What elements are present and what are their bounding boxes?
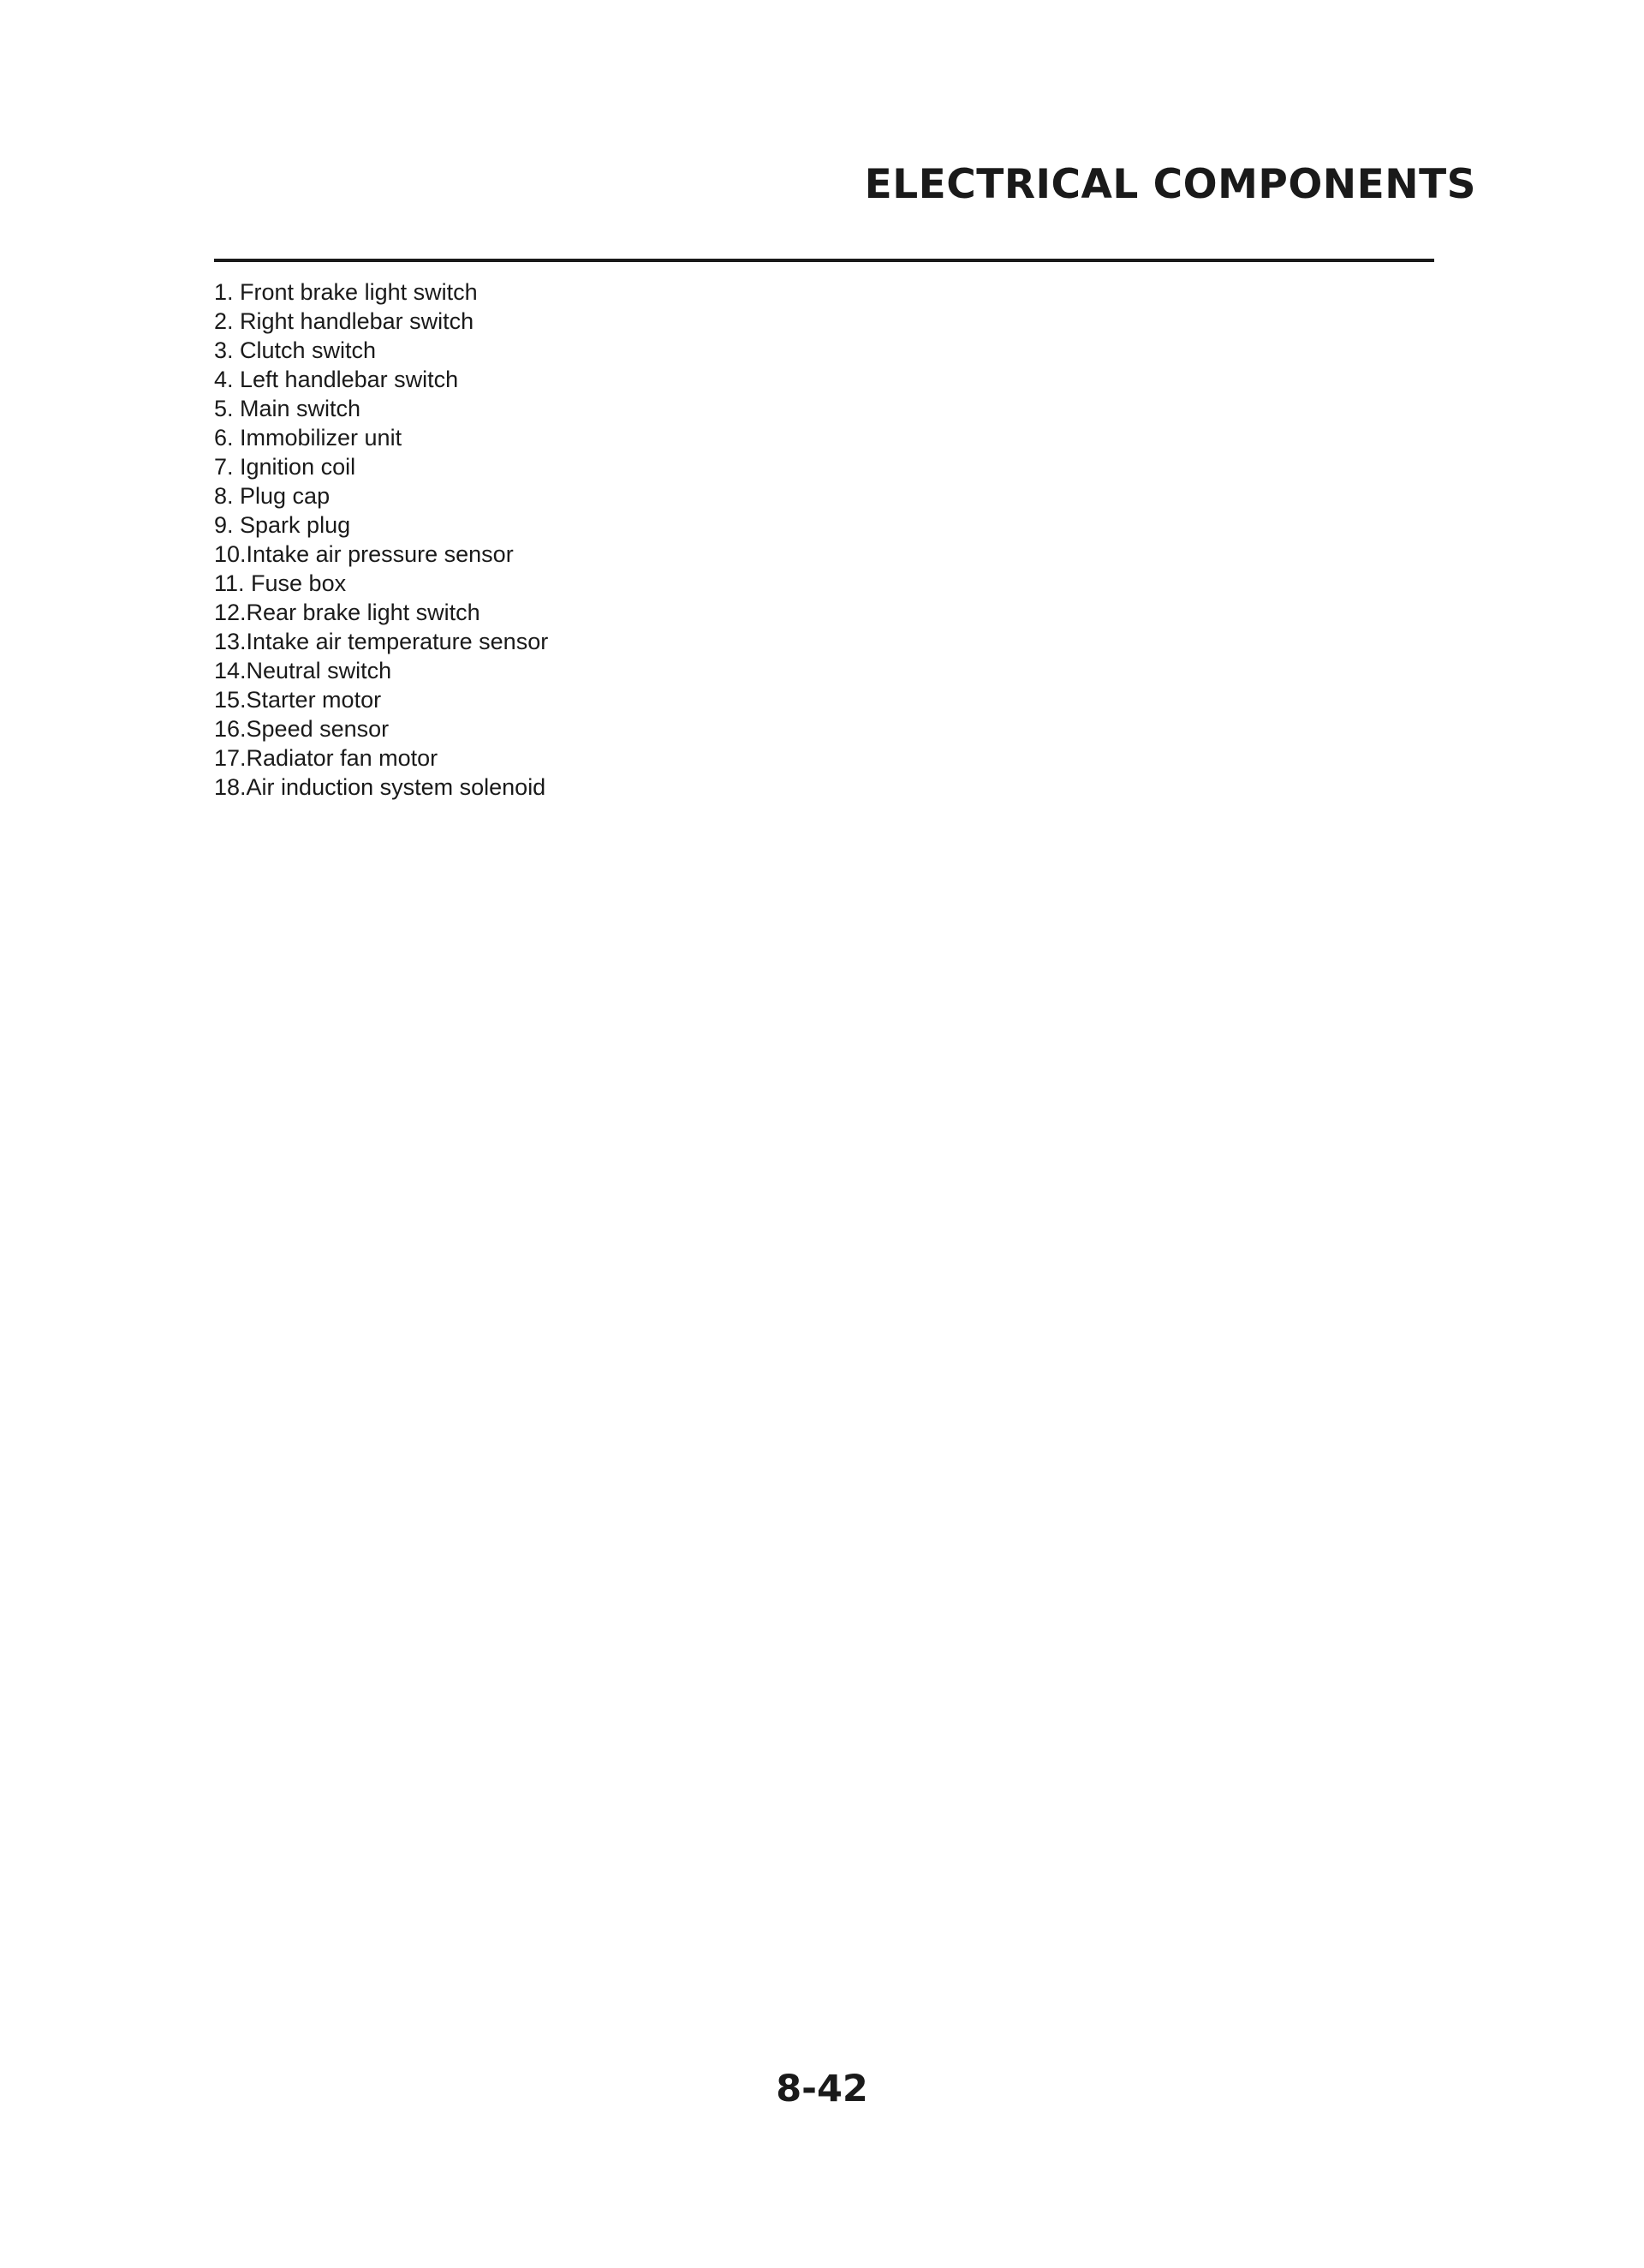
legend-item: 10.Intake air pressure sensor	[214, 541, 514, 567]
legend-item: 12.Rear brake light switch	[214, 600, 480, 625]
legend-item: 1. Front brake light switch	[214, 279, 478, 305]
legend-item: 13.Intake air temperature sensor	[214, 629, 549, 654]
legend-item: 16.Speed sensor	[214, 716, 390, 742]
legend-item: 5. Main switch	[214, 396, 361, 421]
legend-item: 7. Ignition coil	[214, 454, 356, 480]
legend-item: 4. Left handlebar switch	[214, 367, 459, 392]
header-divider	[214, 259, 1434, 262]
legend-item: 15.Starter motor	[214, 687, 382, 713]
legend-item: 6. Immobilizer unit	[214, 425, 402, 451]
page-title: ELECTRICAL COMPONENTS	[864, 161, 1476, 208]
legend-item: 8. Plug cap	[214, 483, 331, 509]
legend-item: 3. Clutch switch	[214, 337, 377, 363]
component-legend-list	[214, 278, 548, 802]
legend-item: 11. Fuse box	[214, 570, 347, 596]
legend-item: 17.Radiator fan motor	[214, 745, 438, 771]
legend-item: 14.Neutral switch	[214, 658, 392, 683]
legend-item: 2. Right handlebar switch	[214, 308, 474, 334]
page-number: 8-42	[776, 2068, 868, 2110]
legend-item: 9. Spark plug	[214, 512, 351, 538]
legend-item: 18.Air induction system solenoid	[214, 774, 546, 800]
